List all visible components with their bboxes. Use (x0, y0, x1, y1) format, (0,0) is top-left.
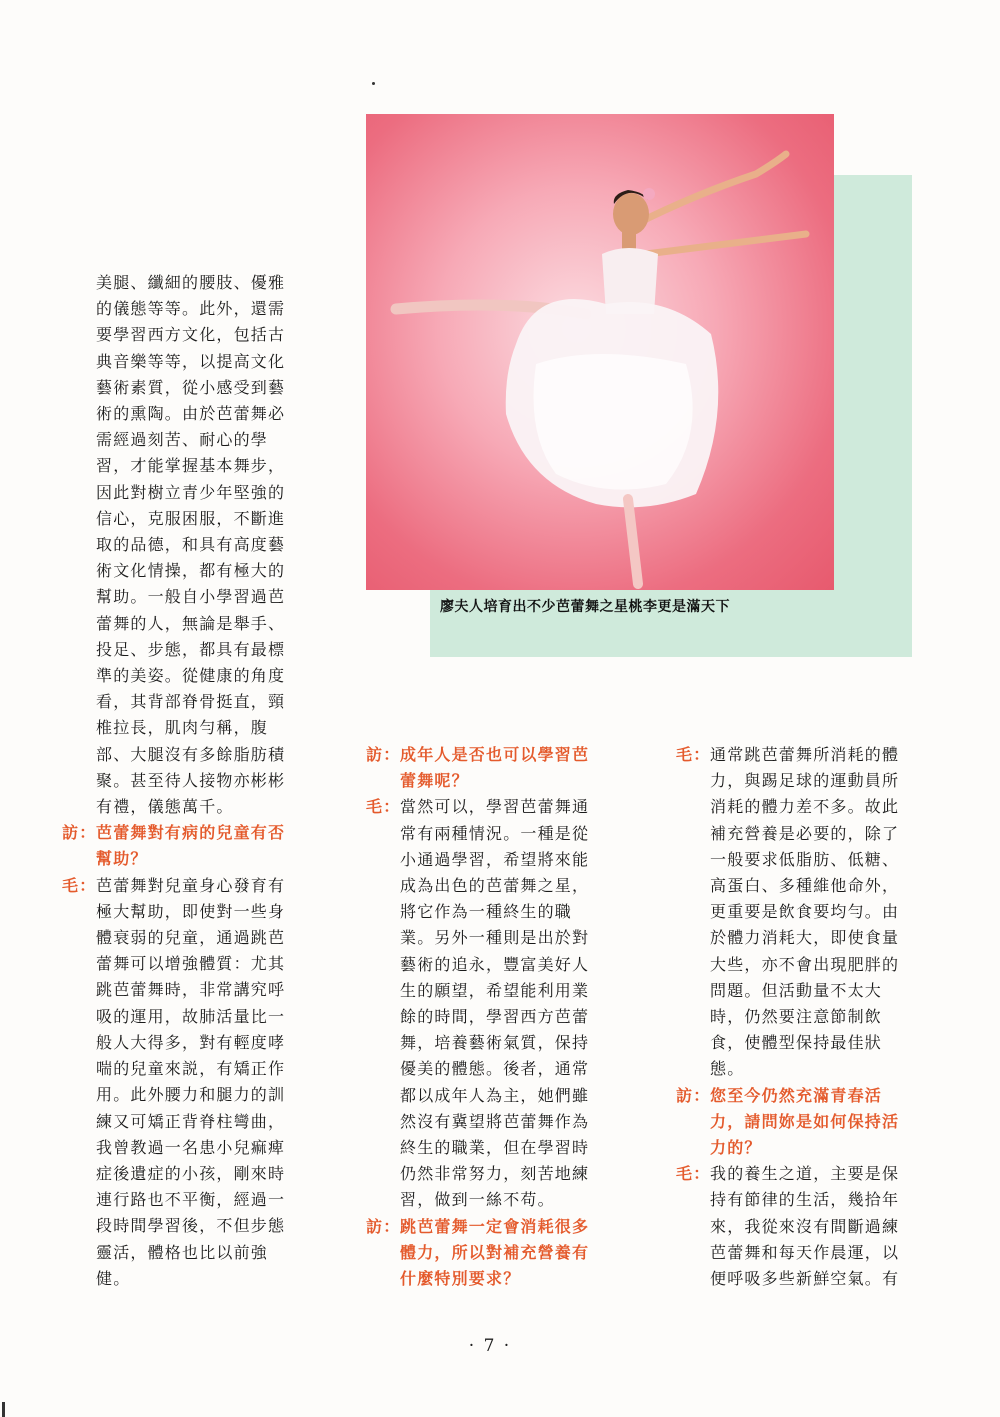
interview-answer (366, 794, 611, 1213)
interview-question (676, 1083, 921, 1162)
interview-question (366, 1214, 611, 1293)
answer-text: 通常跳芭蕾舞所消耗的體 力，與踢足球的運動員所 消耗的體力差不多。故此 補充營養是必要的，除了 一般要求低脂肪、低糖、 高蛋白、多種維他命外， 更重要是飲食要均勻。由 於體力消耗大，即使食量 大些，亦不會出現肥胖的 問題。但活動量不太大 時，仍然要注意節制飲 食，使體型保持最佳狀 態。 (710, 745, 900, 1079)
scan-edge-mark (2, 1402, 5, 1417)
interview-question (62, 820, 312, 872)
speaker-label: 訪： (366, 1216, 401, 1236)
answer-text: 芭蕾舞對兒童身心發育有 極大幫助，即使對一些身 體衰弱的兒童，通過跳芭 蕾舞可以增強體質：尤其 跳芭蕾舞時，非常講究呼 吸的運用，故肺活量比一 般人大得多，對有輕度哮 喘的兒童來説，有矯正作 用。此外腰力和腿力的訓 練又可矯正背脊柱彎曲， 我曾教過一名患小兒痲痺 症後遺症的小孩，剛來時 連行路也不平衡，經過一 段時間學習後，不但步態 靈活，體格也比以前強 健。 (96, 875, 286, 1288)
ballerina-illustration (366, 114, 834, 590)
answer-text: 當然可以，學習芭蕾舞通 常有兩種情況。一種是從 小通過學習，希望將來能 成為出色的芭蕾舞之星， 將它作為一種終生的職 業。另外一種則是出於對 藝術的追永，豐富美好人 生的願望，希望能利用業 餘的時間，學習西方芭蕾 舞，培養藝術氣質，保持 優美的體態。後者，通常 都以成年人為主，她們雖 然沒有冀望將芭蕾舞作為 終生的職業，但在學習時 仍然非常努力，刻苦地練 習，做到一絲不苟。 (400, 797, 590, 1210)
speaker-label: 訪： (676, 1085, 711, 1105)
speaker-label: 毛： (676, 745, 711, 764)
column-1 (62, 270, 312, 1292)
question-text: 您至今仍然充滿青春活 力，請問妳是如何保持活 力的？ (710, 1085, 900, 1158)
speaker-label: 訪： (62, 823, 97, 843)
interview-answer (676, 1161, 921, 1292)
intro-paragraph: 美腿、纖細的腰肢、優雅 的儀態等等。此外，還需 要學習西方文化，包括古 典音樂等等，以提高文化 藝術素質，從小感受到藝 術的熏陶。由於芭蕾舞必 需經過刻苦、耐心的學 習，才能掌握基本舞步， 因此對樹立青少年堅強的 信心，克服困服，不斷進 取的品德，和具有高度藝 術文化情操，都有極大的 幫助。一般自小學習過芭 蕾舞的人，無論是舉手、 投足、步態，都具有最標 準的美姿。從健康的角度 看，其背部脊骨挺直，頸 椎拉長，肌肉勻稱，腹 部、大腿沒有多餘脂肪積 聚。甚至待人接物亦彬彬 有禮，儀態萬千。 (96, 273, 286, 817)
column-2 (366, 742, 611, 1292)
speaker-label: 毛： (62, 875, 97, 895)
speaker-label: 訪： (366, 745, 401, 764)
question-text: 成年人是否也可以學習芭 蕾舞呢？ (400, 745, 590, 791)
interview-answer (676, 742, 921, 1083)
question-text: 芭蕾舞對有病的兒童有否 幫助？ (96, 823, 286, 869)
ballerina-photo (366, 114, 834, 590)
interview-answer (62, 873, 312, 1292)
page-number: · 7 · (468, 1336, 512, 1356)
interview-question (366, 742, 611, 794)
question-text: 跳芭蕾舞一定會消耗很多 體力，所以對補充營養有 什麼特別要求？ (400, 1216, 590, 1289)
photo-caption: 廖夫人培育出不少芭蕾舞之星桃李更是滿天下 (440, 599, 730, 615)
speaker-label: 毛： (676, 1164, 711, 1184)
speaker-label: 毛： (366, 797, 401, 817)
answer-text: 我的養生之道，主要是保 持有節律的生活，幾拾年 來，我從來沒有間斷過練 芭蕾舞和每天作晨運，以 便呼吸多些新鮮空氣。有 (710, 1164, 900, 1289)
column-3 (676, 742, 921, 1292)
scan-speck (372, 82, 375, 85)
